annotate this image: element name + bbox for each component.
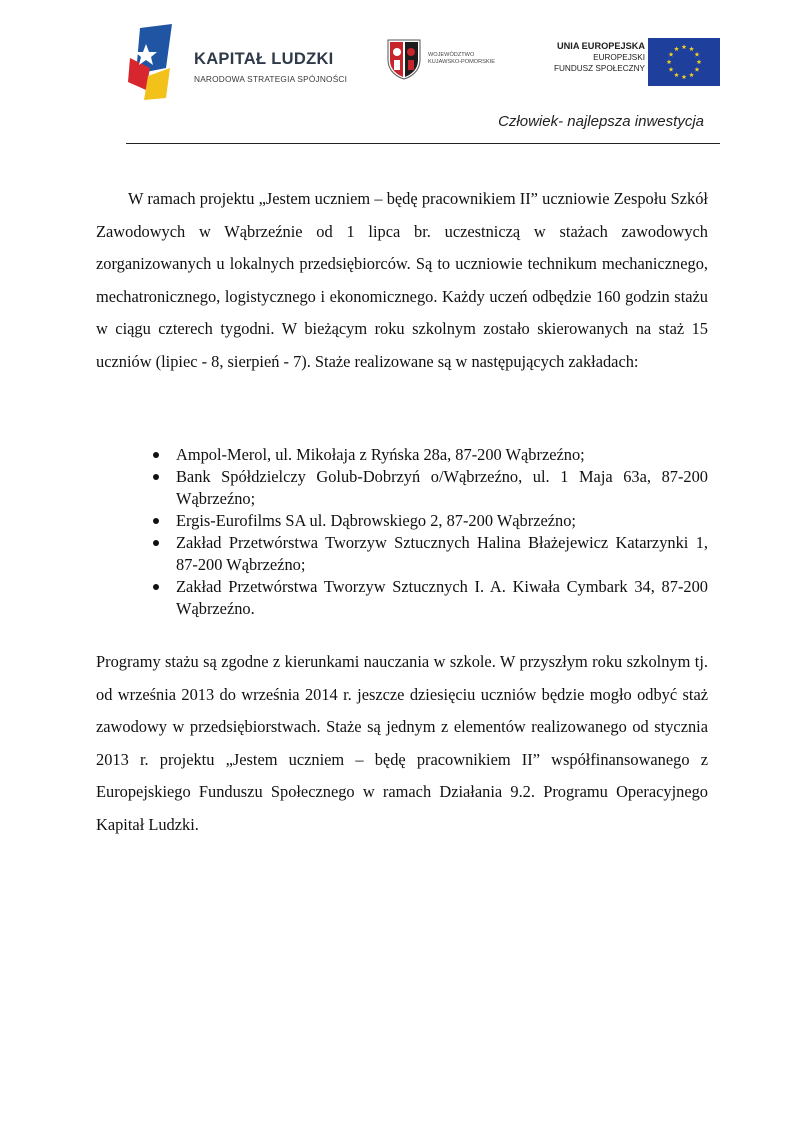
voivodeship-name: [428, 52, 495, 66]
kapital-ludzki-subtitle: NARODOWA STRATEGIA SPÓJNOŚCI: [194, 74, 348, 84]
kapital-ludzki-star-icon: [126, 24, 176, 102]
voivodeship-line1: WOJEWÓDZTWO: [428, 52, 475, 58]
kapital-ludzki-title: KAPITAŁ LUDZKI: [194, 50, 334, 68]
list-item: Ergis-Eurofilms SA ul. Dąbrowskiego 2, 87-200 Wąbrzeźno;: [150, 510, 708, 532]
kapital-ludzki-logo: [126, 24, 364, 102]
kujawsko-pomorskie-crest-icon: [386, 38, 422, 80]
eu-text-block: [554, 40, 645, 74]
eu-line3: FUNDUSZ SPOŁECZNY: [554, 64, 645, 73]
voivodeship-logo: [386, 38, 516, 82]
eu-line1: UNIA EUROPEJSKA: [557, 41, 645, 51]
eu-logo: [530, 38, 720, 88]
list-item: Bank Spółdzielczy Golub-Dobrzyń o/Wąbrzeźno, ul. 1 Maja 63a, 87-200 Wąbrzeźno;: [150, 466, 708, 510]
company-list: [150, 444, 708, 620]
eu-flag-icon: [648, 38, 720, 86]
closing-paragraph: Programy stażu są zgodne z kierunkami nauczania w szkole. W przyszłym roku szkolnym tj. od września 2013 do września 2014 r. jeszcze dziesięciu uczniów będzie mogło odbyć staż zawodowy w przedsiębiorstwach. Staże są jednym z elementów realizowanego od stycznia 2013 r. projektu „Jestem uczniem – będę pracownikiem II” współfinansowanego z Europejskiego Funduszu Społecznego w ramach Działania 9.2. Programu Operacyjnego Kapitał Ludzki.: [96, 652, 708, 834]
header-motto: Człowiek- najlepsza inwestycja: [498, 113, 704, 130]
eu-line2: EUROPEJSKI: [593, 53, 645, 62]
voivodeship-line2: KUJAWSKO-POMORSKIE: [428, 59, 495, 65]
intro-paragraph: W ramach projektu „Jestem uczniem – będę pracownikiem II” uczniowie Zespołu Szkół Zawodowych w Wąbrzeźnie od 1 lipca br. uczestniczą w stażach zawodowych zorganizowanych u lokalnych przedsiębiorców. Są to uczniowie technikum mechanicznego, mechatronicznego, logistycznego i ekonomicznego. Każdy uczeń odbędzie 160 godzin stażu w ciągu czterech tygodni. W bieżącym roku szkolnym zostało skierowanych na staż 15 uczniów (lipiec - 8, sierpień - 7). Staże realizowane są w następujących zakładach:: [96, 189, 708, 371]
list-item: Zakład Przetwórstwa Tworzyw Sztucznych I. A. Kiwała Cymbark 34, 87-200 Wąbrzeźno.: [150, 576, 708, 620]
list-item: Ampol-Merol, ul. Mikołaja z Ryńska 28a, 87-200 Wąbrzeźno;: [150, 444, 708, 466]
header-divider: [126, 143, 720, 144]
list-item: Zakład Przetwórstwa Tworzyw Sztucznych Halina Błażejewicz Katarzynki 1, 87-200 Wąbrzeźno;: [150, 532, 708, 576]
